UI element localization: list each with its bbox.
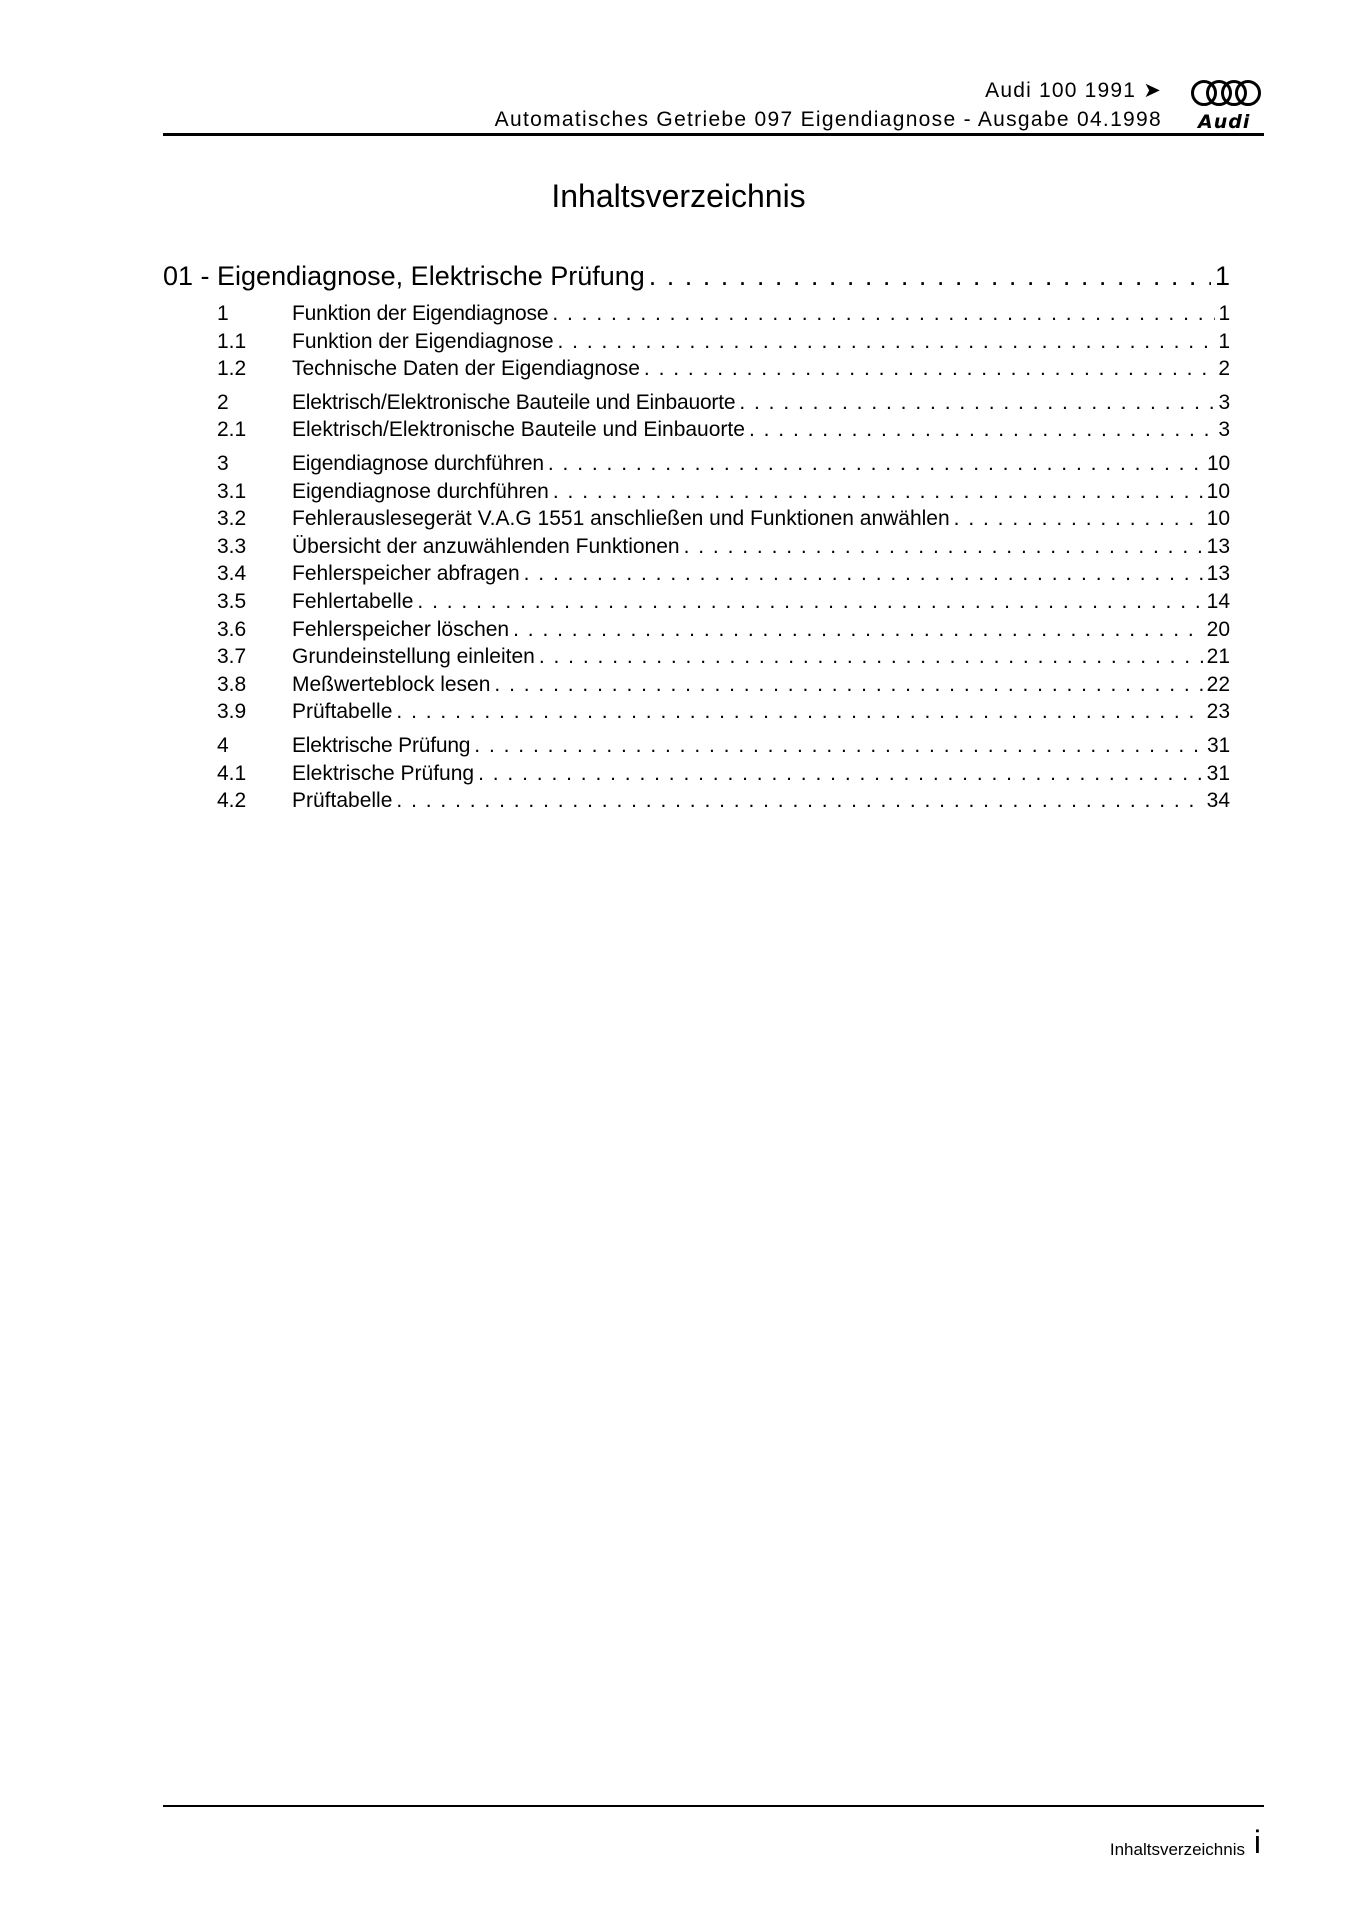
toc-entry[interactable] xyxy=(163,616,1230,644)
header-model-line: Audi 100 1991 ➤ xyxy=(985,79,1162,102)
table-of-contents xyxy=(163,258,1230,815)
toc-entry-title: Elektrische Prüfung xyxy=(292,761,475,785)
toc-entry-title: Eigendiagnose durchführen xyxy=(292,479,549,503)
toc-entry[interactable] xyxy=(163,389,1230,417)
dot-leader xyxy=(513,616,1203,644)
toc-entry-number: 3 xyxy=(217,451,229,475)
toc-entry[interactable] xyxy=(163,450,1230,478)
toc-entry-number: 3.8 xyxy=(217,672,247,696)
dot-leader xyxy=(494,671,1202,699)
toc-entry[interactable] xyxy=(163,643,1230,671)
dot-leader xyxy=(644,355,1214,383)
toc-entry-title: Fehlertabelle xyxy=(292,589,414,613)
toc-entry-title: Fehlerauslesegerät V.A.G 1551 anschließen und Funktionen anwählen xyxy=(292,507,950,531)
dot-leader xyxy=(396,787,1202,815)
dot-leader xyxy=(548,450,1203,478)
dot-leader xyxy=(552,300,1214,328)
toc-entry-page: 10 xyxy=(1206,479,1230,503)
toc-entry-number: 3.1 xyxy=(217,479,247,503)
toc-entry-title: 01 - Eigendiagnose, Elektrische Prüfung xyxy=(163,261,645,291)
toc-entry-title: Prüftabelle xyxy=(292,700,393,724)
toc-entry-number: 4 xyxy=(217,733,229,757)
toc-entry[interactable] xyxy=(163,787,1230,815)
toc-entry-number: 2.1 xyxy=(217,418,247,442)
toc-entry-number: 3.3 xyxy=(217,534,247,558)
dot-leader xyxy=(684,533,1203,561)
toc-entry-page: 34 xyxy=(1206,789,1230,813)
toc-entry-title: Elektrisch/Elektronische Bauteile und Einbauorte xyxy=(292,390,736,414)
toc-entry-title: Übersicht der anzuwählenden Funktionen xyxy=(292,534,680,558)
logo-wordmark: Audi xyxy=(1198,111,1251,133)
toc-entry-page: 23 xyxy=(1206,700,1230,724)
toc-entry-title: Elektrisch/Elektronische Bauteile und Einbauorte xyxy=(292,418,745,442)
toc-entry-title: Elektrische Prüfung xyxy=(292,733,471,757)
toc-entry[interactable] xyxy=(163,328,1230,356)
toc-entry-number: 1.2 xyxy=(217,357,247,381)
footer-label: Inhaltsverzeichnis xyxy=(1109,1840,1245,1859)
toc-entry-page: 1 xyxy=(1214,261,1230,291)
dot-leader xyxy=(478,760,1203,788)
toc-entry-title: Fehlerspeicher löschen xyxy=(292,617,510,641)
toc-entry-number: 4.1 xyxy=(217,761,247,785)
dot-leader xyxy=(417,588,1202,616)
toc-entry[interactable] xyxy=(163,300,1230,328)
toc-entry[interactable] xyxy=(163,505,1230,533)
toc-entry-number: 1.1 xyxy=(217,329,247,353)
toc-entry-page: 3 xyxy=(1218,418,1230,442)
toc-entry[interactable] xyxy=(163,560,1230,588)
four-rings-logo-icon xyxy=(1190,78,1262,108)
dot-leader xyxy=(524,560,1203,588)
header-subtitle: Automatisches Getriebe 097 Eigendiagnose - Ausgabe 04.1998 xyxy=(494,108,1162,131)
toc-entry[interactable] xyxy=(163,671,1230,699)
toc-entry[interactable] xyxy=(163,416,1230,444)
dot-leader xyxy=(553,478,1203,506)
toc-entry-page: 3 xyxy=(1218,390,1230,414)
toc-entry-page: 14 xyxy=(1206,589,1230,613)
toc-entry-title: Grundeinstellung einleiten xyxy=(292,645,535,669)
toc-entry-title: Eigendiagnose durchführen xyxy=(292,451,544,475)
dot-leader xyxy=(739,389,1214,417)
toc-entry-title: Fehlerspeicher abfragen xyxy=(292,562,520,586)
toc-entry[interactable] xyxy=(163,355,1230,383)
toc-entry-title: Prüftabelle xyxy=(292,789,393,813)
toc-entry-page: 22 xyxy=(1206,672,1230,696)
toc-entry-page: 31 xyxy=(1206,761,1230,785)
toc-entry-number: 3.5 xyxy=(217,589,247,613)
toc-entry-title: Funktion der Eigendiagnose xyxy=(292,329,554,353)
toc-entry-number: 4.2 xyxy=(217,789,247,813)
dot-leader xyxy=(649,258,1211,294)
toc-entry-number: 3.2 xyxy=(217,507,247,531)
dot-leader xyxy=(474,732,1203,760)
toc-entry[interactable] xyxy=(163,732,1230,760)
footer-page-number: i xyxy=(1253,1824,1261,1860)
dot-leader xyxy=(954,505,1203,533)
page-title: Inhaltsverzeichnis xyxy=(551,178,806,214)
toc-entry[interactable] xyxy=(163,478,1230,506)
dot-leader xyxy=(558,328,1215,356)
dot-leader xyxy=(539,643,1203,671)
toc-entry-title: Meßwerteblock lesen xyxy=(292,672,491,696)
toc-entry-number: 3.4 xyxy=(217,562,247,586)
toc-entry[interactable] xyxy=(163,258,1230,294)
toc-entry-page: 20 xyxy=(1206,617,1230,641)
toc-entry[interactable] xyxy=(163,533,1230,561)
toc-entry-page: 31 xyxy=(1207,733,1230,757)
toc-entry-page: 21 xyxy=(1206,645,1230,669)
toc-entry-number: 1 xyxy=(217,302,229,325)
toc-entry-number: 2 xyxy=(217,390,229,414)
toc-entry-page: 13 xyxy=(1206,562,1230,586)
toc-entry-number: 3.7 xyxy=(217,645,247,669)
dot-leader xyxy=(396,698,1202,726)
toc-entry[interactable] xyxy=(163,588,1230,616)
header-rule xyxy=(163,133,1264,136)
toc-entry-number: 3.6 xyxy=(217,617,247,641)
toc-entry-page: 10 xyxy=(1207,451,1230,475)
toc-entry-page: 2 xyxy=(1218,357,1230,381)
toc-entry-number: 3.9 xyxy=(217,700,247,724)
toc-entry-page: 10 xyxy=(1206,507,1230,531)
toc-entry-title: Technische Daten der Eigendiagnose xyxy=(292,357,640,381)
toc-entry-page: 1 xyxy=(1218,329,1230,353)
toc-entry[interactable] xyxy=(163,760,1230,788)
toc-entry-page: 13 xyxy=(1206,534,1230,558)
toc-entry[interactable] xyxy=(163,698,1230,726)
toc-entry-page: 1 xyxy=(1218,302,1230,325)
toc-entry-title: Funktion der Eigendiagnose xyxy=(292,302,549,325)
footer-rule xyxy=(163,1805,1264,1807)
dot-leader xyxy=(749,416,1214,444)
